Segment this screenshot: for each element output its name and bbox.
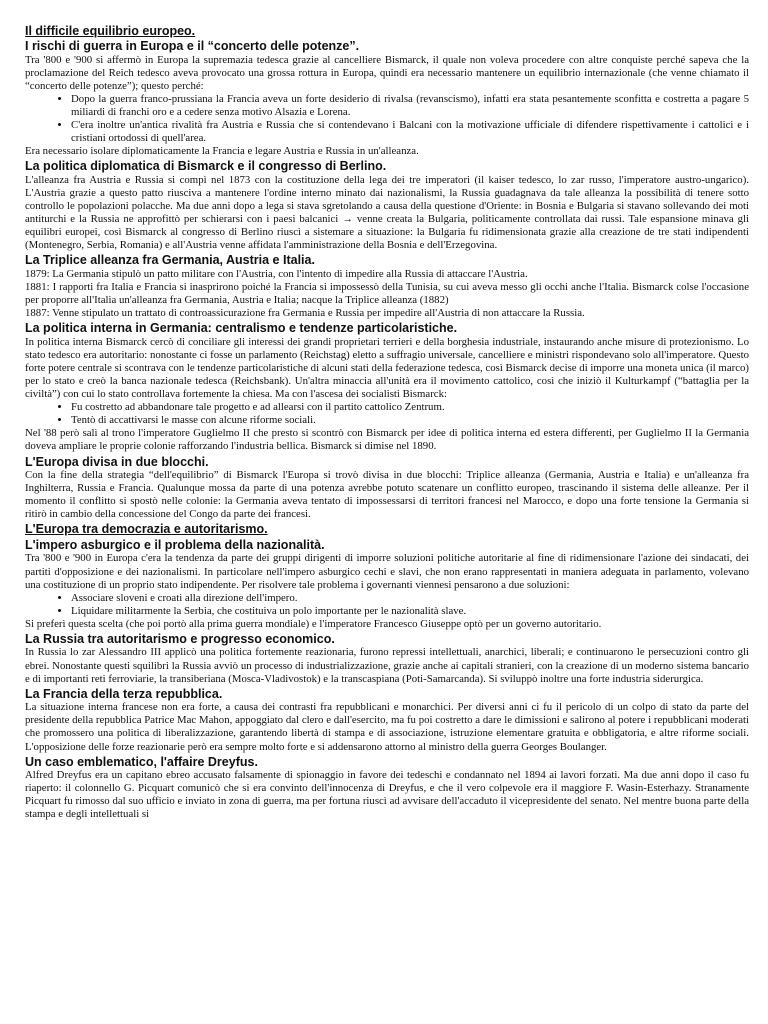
- section-heading: L'Europa divisa in due blocchi.: [25, 454, 209, 469]
- paragraph: Tra '800 e '900 in Europa c'era la tendenza da parte dei gruppi dirigenti di imporre soluzioni politiche autoritarie al fine di ridimensionare l'azione dei sindacati, dei partiti d'opposizione e dei nazionalismi. In particolare nell'impero asburgico cechi e slavi, che non erano rappresentati in maniera adeguata in parlamento, volevano una costituzione di un proprio stato indipendente. Per risolvere tale problema i governanti viennesi pensarono a due soluzioni:: [25, 552, 749, 591]
- bullet-item: • Tentò di accattivarsi le masse con alcune riforme sociali.: [71, 414, 749, 427]
- paragraph: 1881: I rapporti fra Italia e Francia si inasprirono poiché la Francia si impossessò della Tunisia, su cui aveva messo gli occhi anche l'Italia. Bismarck colse l'occasione per proporre all'Italia un'alleanza fra Germania, Austria e Italia; nacque la Triplice alleanza (1882): [25, 280, 749, 306]
- section-heading: La politica interna in Germania: centralismo e tendenze particolaristiche.: [25, 321, 458, 336]
- bullet-item: • Associare sloveni e croati alla direzione dell'impero.: [71, 592, 749, 605]
- paragraph: Tra '800 e '900 si affermò in Europa la supremazia tedesca grazie al cancelliere Bismarck, il quale non voleva procedere con altre conquiste perché sapeva che la proclamazione del Reich tedesco aveva provocato una grossa rottura in Europa, quindi era necessario mantenere un equilibrio internazionale (che venne chiamato il “concerto delle potenze”); questo perché:: [25, 53, 749, 92]
- paragraph: Si preferì questa scelta (che poi portò alla prima guerra mondiale) e l'imperatore Francesco Giuseppe optò per un governo autoritario.: [25, 617, 602, 630]
- paragraph: La situazione interna francese non era forte, a causa dei contrasti fra repubblicani e monarchici. Per diversi anni ci fu il pericolo di un colpo di stato da parte del presidente della repubblica Patrice Mac Mahon, appoggiato dal clero e dall'esercito, ma fu poi costretto a dare le dimissioni e salirono al potere i repubblicani moderati che promossero una politica di liberalizzazione, garantendo libertà di stampa e di associazione, istruzione elementare gratuita e obbligatoria, e altre riforme sociali. L'opposizione delle forze reazionarie però era sempre molto forte e si addensarono attorno al ministro della guerra Georges Boulanger.: [25, 701, 749, 753]
- section-heading: La politica diplomatica di Bismarck e il congresso di Berlino.: [25, 159, 387, 174]
- paragraph: In politica interna Bismarck cercò di conciliare gli interessi dei grandi proprietari terrieri e della borghesia industriale, instaurando anche misure di protezionismo. Lo stato tedesco era autoritario: nonostante ci fosse un parlamento (Reichstag) eletto a suffragio universale, cancelliere e ministri rispondevano solo all'imperatore. Questo forte potere centrale si scontrava con le tendenze particolaristiche di alcuni stati della federazione tedesca, così Bismarck decise di imporre una moneta unica (il marco) per lo stato e creò la banca nazionale tedesca (Reichsbank). Un'altra minaccia all'unità era il movimento cattolico, così che iniziò il Kulturkampf (“battaglia per la civiltà”) con cui lo stato controllava fortemente la chiesa. Ma con l'ascesa dei socialisti Bismarck:: [25, 335, 749, 401]
- paragraph: 1887: Venne stipulato un trattato di controassicurazione fra Germania e Russia per impedire all'Austria di non attaccare la Russia.: [25, 307, 585, 320]
- section-heading: Un caso emblematico, l'affaire Dreyfus.: [25, 754, 258, 769]
- section-heading: La Francia della terza repubblica.: [25, 686, 223, 701]
- paragraph: Era necessario isolare diplomaticamente la Francia e legare Austria e Russia in un'alleanza.: [25, 145, 419, 158]
- bullet-list: [25, 401, 749, 427]
- bullet-item: • C'era inoltre un'antica rivalità fra Austria e Russia che si contendevano i Balcani con la motivazione ufficiale di difendere rispettivamente i cattolici e i cristiani ortodossi di quell'area.: [71, 119, 749, 145]
- document-page: [25, 24, 749, 822]
- paragraph: 1879: La Germania stipulò un patto militare con l'Austria, con l'intento di impedire alla Russia di attaccare l'Austria.: [25, 267, 528, 280]
- paragraph: Con la fine della strategia “dell'equilibrio” di Bismarck l'Europa si trovò divisa in due blocchi: Triplice alleanza (Germania, Austria e Italia) e un'alleanza fra Inghilterra, Russia e Francia. Qualunque mossa da parte di una potenza avrebbe potuto scatenare un conflitto europeo, trascinando il sistema delle alleanze. Per il momento il conflitto si spostò nelle colonie: la Germania aveva tentato di impossessarsi di territori francesi nel Marocco, e dopo una forte tensione la Germania si ritirò in cambio della concessione del Congo da parte dei francesi.: [25, 469, 749, 521]
- paragraph: Nel '88 però salì al trono l'imperatore Guglielmo II che presto si scontrò con Bismarck per idee di politica interna ed estera differenti, per Guglielmo II la Germania doveva ampliare le proprie colonie rafforzando l'industria bellica. Bismarck si dimise nel 1890.: [25, 427, 749, 453]
- section-heading: La Triplice alleanza fra Germania, Austria e Italia.: [25, 253, 315, 268]
- bullet-item: • Dopo la guerra franco-prussiana la Francia aveva un forte desiderio di rivalsa (revanscismo), infatti era stata pesantemente sconfitta e costretta a pagare 5 miliardi di franchi oro e a cedere senza motivo Alsazia e Lorena.: [71, 93, 749, 119]
- bullet-list: [25, 93, 749, 145]
- bullet-item: • Liquidare militarmente la Serbia, che costituiva un polo importante per le nazionalità slave.: [71, 605, 749, 618]
- section-heading: I rischi di guerra in Europa e il “concerto delle potenze”.: [25, 39, 360, 53]
- page-title: Il difficile equilibrio europeo.: [25, 24, 196, 38]
- section-heading: L'impero asburgico e il problema della nazionalità.: [25, 537, 325, 552]
- paragraph: Alfred Dreyfus era un capitano ebreo accusato falsamente di spionaggio in favore dei tedeschi e condannato nel 1894 ai lavori forzati. Ma due anni dopo il caso fu riaperto: il colonnello G. Picquart comunicò che si era convinto dell'innocenza di Dreyfus, e che il vero colpevole era il maggiore F. Wasin-Esterhazy. Stranamente Picquart fu rimosso dal suo ufficio e inviato in zona di guerra, ma per fortuna riuscì ad avvisare dell'accaduto il vicepresidente del senato. Nel mentre buona parte della stampa e degli intellettuali si: [25, 769, 749, 821]
- paragraph: In Russia lo zar Alessandro III applicò una politica fortemente reazionaria, furono repressi intellettuali, anarchici, liberali; e continuarono le persecuzioni contro gli ebrei. Nonostante questi squilibri la Russia avviò un processo di industrializzazione, grazie anche ai capitali stranieri, con la creazione di un moderno sistema bancario e di importanti reti ferroviarie, la transiberiana (Mosca-Vladivostok) e la transcaspiana (Poti-Samarcanda). Si sviluppò inoltre una forte industria siderurgica.: [25, 646, 749, 685]
- bullet-item: • Fu costretto ad abbandonare tale progetto e ad allearsi con il partito cattolico Zentrum.: [71, 401, 749, 414]
- bullet-list: [25, 592, 749, 618]
- paragraph: L'alleanza fra Austria e Russia si compì nel 1873 con la costituzione della lega dei tre imperatori (il kaiser tedesco, lo zar russo, l'imperatore austro-ungarico). L'Austria grazie a questo patto riusciva a mantenere l'ordine interno minato dai nazionalismi, la Russia guadagnava da tale alleanza la possibilità di tenere sotto controllo le popolazioni polacche. Ma due anni dopo a lega si stava sgretolando a causa della questione d'Oriente: in Bosnia e Bulgaria si stavano sollevando dei moti antiturchi e la Russia ne approfittò per schierarsi con i paesi balcanici → venne creata la Bulgaria, politicamente controllata dai russi. Tale espansione minava gli equilibri europei, così Bismarck al congresso di Berlino riuscì a sistemare a situazione: la Bulgaria fu ridimensionata grazie alla creazione de tre stati indipendenti (Montenegro, Serbia, Romania) e all'Austria venne affidata l'amministrazione della Bosnia e dell'Erzegovina.: [25, 173, 749, 252]
- section-heading: La Russia tra autoritarismo e progresso economico.: [25, 631, 335, 646]
- part-heading: L'Europa tra democrazia e autoritarismo.: [25, 522, 268, 537]
